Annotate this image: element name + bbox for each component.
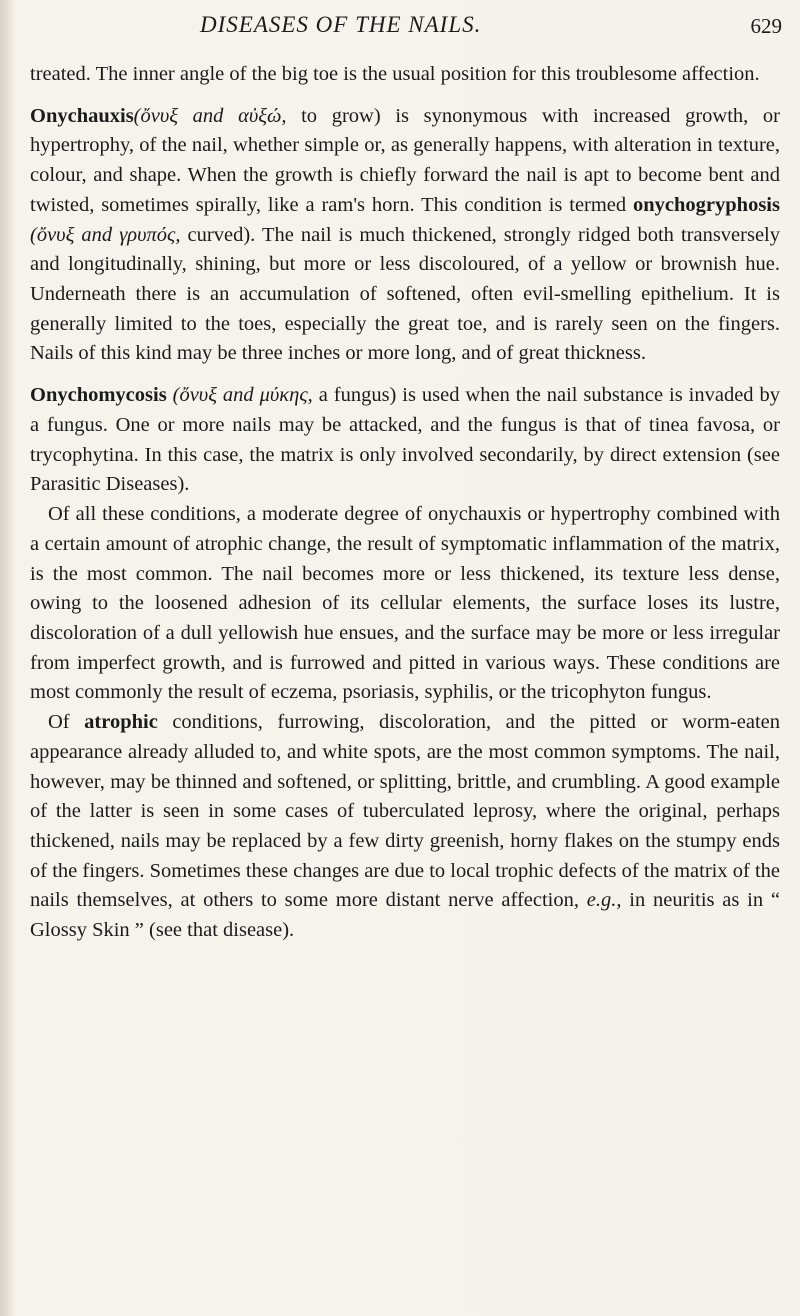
gutter-shadow	[0, 0, 14, 1316]
body-text	[30, 60, 780, 946]
greek-etymology: (ὄνυξ and μύκης,	[172, 384, 313, 407]
paragraph-text-2: curved). The nail is much thickened, strongly ridged both transversely and longitudinally, shining, but more or less discoloured, of a yellow or brownish hue. Underneath there is an accumulation of softened, often evil-smelling epithelium. It is generally limited to the toes, especially the great toe, and is rarely seen on the fingers. Nails of this kind may be three inches or more long, and of great thickness.	[30, 223, 780, 365]
paragraph-continuation	[30, 60, 780, 90]
paragraph-conditions	[30, 500, 780, 708]
page-header	[0, 12, 800, 46]
term-onychauxis: Onychauxis	[30, 104, 134, 127]
paragraph-text: a fungus) is used when the nail substance is invaded by a fungus. One or more nails may be attacked, and the fungus is that of tinea favosa, or trycophytina. In this case, the matrix is only involved secondarily, by direct extension (see Parasitic Diseases).	[30, 384, 780, 496]
greek-etymology: (ὄνυξ and αὐξώ,	[133, 104, 287, 127]
paragraph-text: to grow) is synonymous with increased growth, or hypertrophy, of the nail, whether simple or, as generally happens, with alteration in texture, colour, and shape. When the growth is chiefly forward the nail is apt to become bent and twisted, sometimes spirally, like a ram's horn. This condition is termed	[30, 104, 780, 216]
term-onychogryphosis: onychogryphosis	[633, 193, 780, 216]
paragraph-text: Of all these conditions, a moderate degree of onychauxis or hypertrophy combined with a certain amount of atrophic change, the result of symptomatic inflammation of the matrix, is the most common. The nail becomes more or less thickened, its texture less dense, owing to the loosened adhesion of its cellular elements, the surface loses its lustre, discoloration of a dull yellowish hue ensues, and the surface may be more or less irregular from imperfect growth, and is furrowed and pitted in various ways. These conditions are most commonly the result of eczema, psoriasis, syphilis, or the tricophyton fungus.	[30, 503, 780, 704]
paragraph-onychauxis	[30, 102, 780, 369]
term-atrophic: atrophic	[84, 711, 158, 734]
running-head: DISEASES OF THE NAILS.	[200, 12, 482, 37]
paragraph-text: conditions, furrowing, discoloration, and the pitted or worm-eaten appearance already alluded to, and white spots, are the most common symptoms. The nail, however, may be thinned and softened, or splitting, brittle, and crumbling. A good example of the latter is seen in some cases of tuberculated leprosy, where the original, perhaps thickened, nails may be replaced by a few dirty greenish, horny flakes on the stumpy ends of the fingers. Sometimes these changes are due to local trophic defects of the matrix of the nails themselves, at others to some more distant nerve affection,	[30, 711, 780, 912]
abbreviation-eg: e.g.,	[586, 889, 622, 912]
paragraph-atrophic	[30, 708, 780, 946]
greek-etymology-2: (ὄνυξ and γρυπός,	[30, 223, 181, 246]
term-onychomycosis: Onychomycosis	[30, 384, 167, 407]
paragraph-onychomycosis	[30, 381, 780, 500]
page-number: 629	[750, 14, 782, 38]
paragraph-text: treated. The inner angle of the big toe is the usual position for this troublesome affection.	[30, 63, 760, 85]
paragraph-text-2: in neuritis as in “ Glossy Skin ” (see that disease).	[30, 889, 780, 942]
paragraph-lead: Of	[48, 711, 85, 734]
